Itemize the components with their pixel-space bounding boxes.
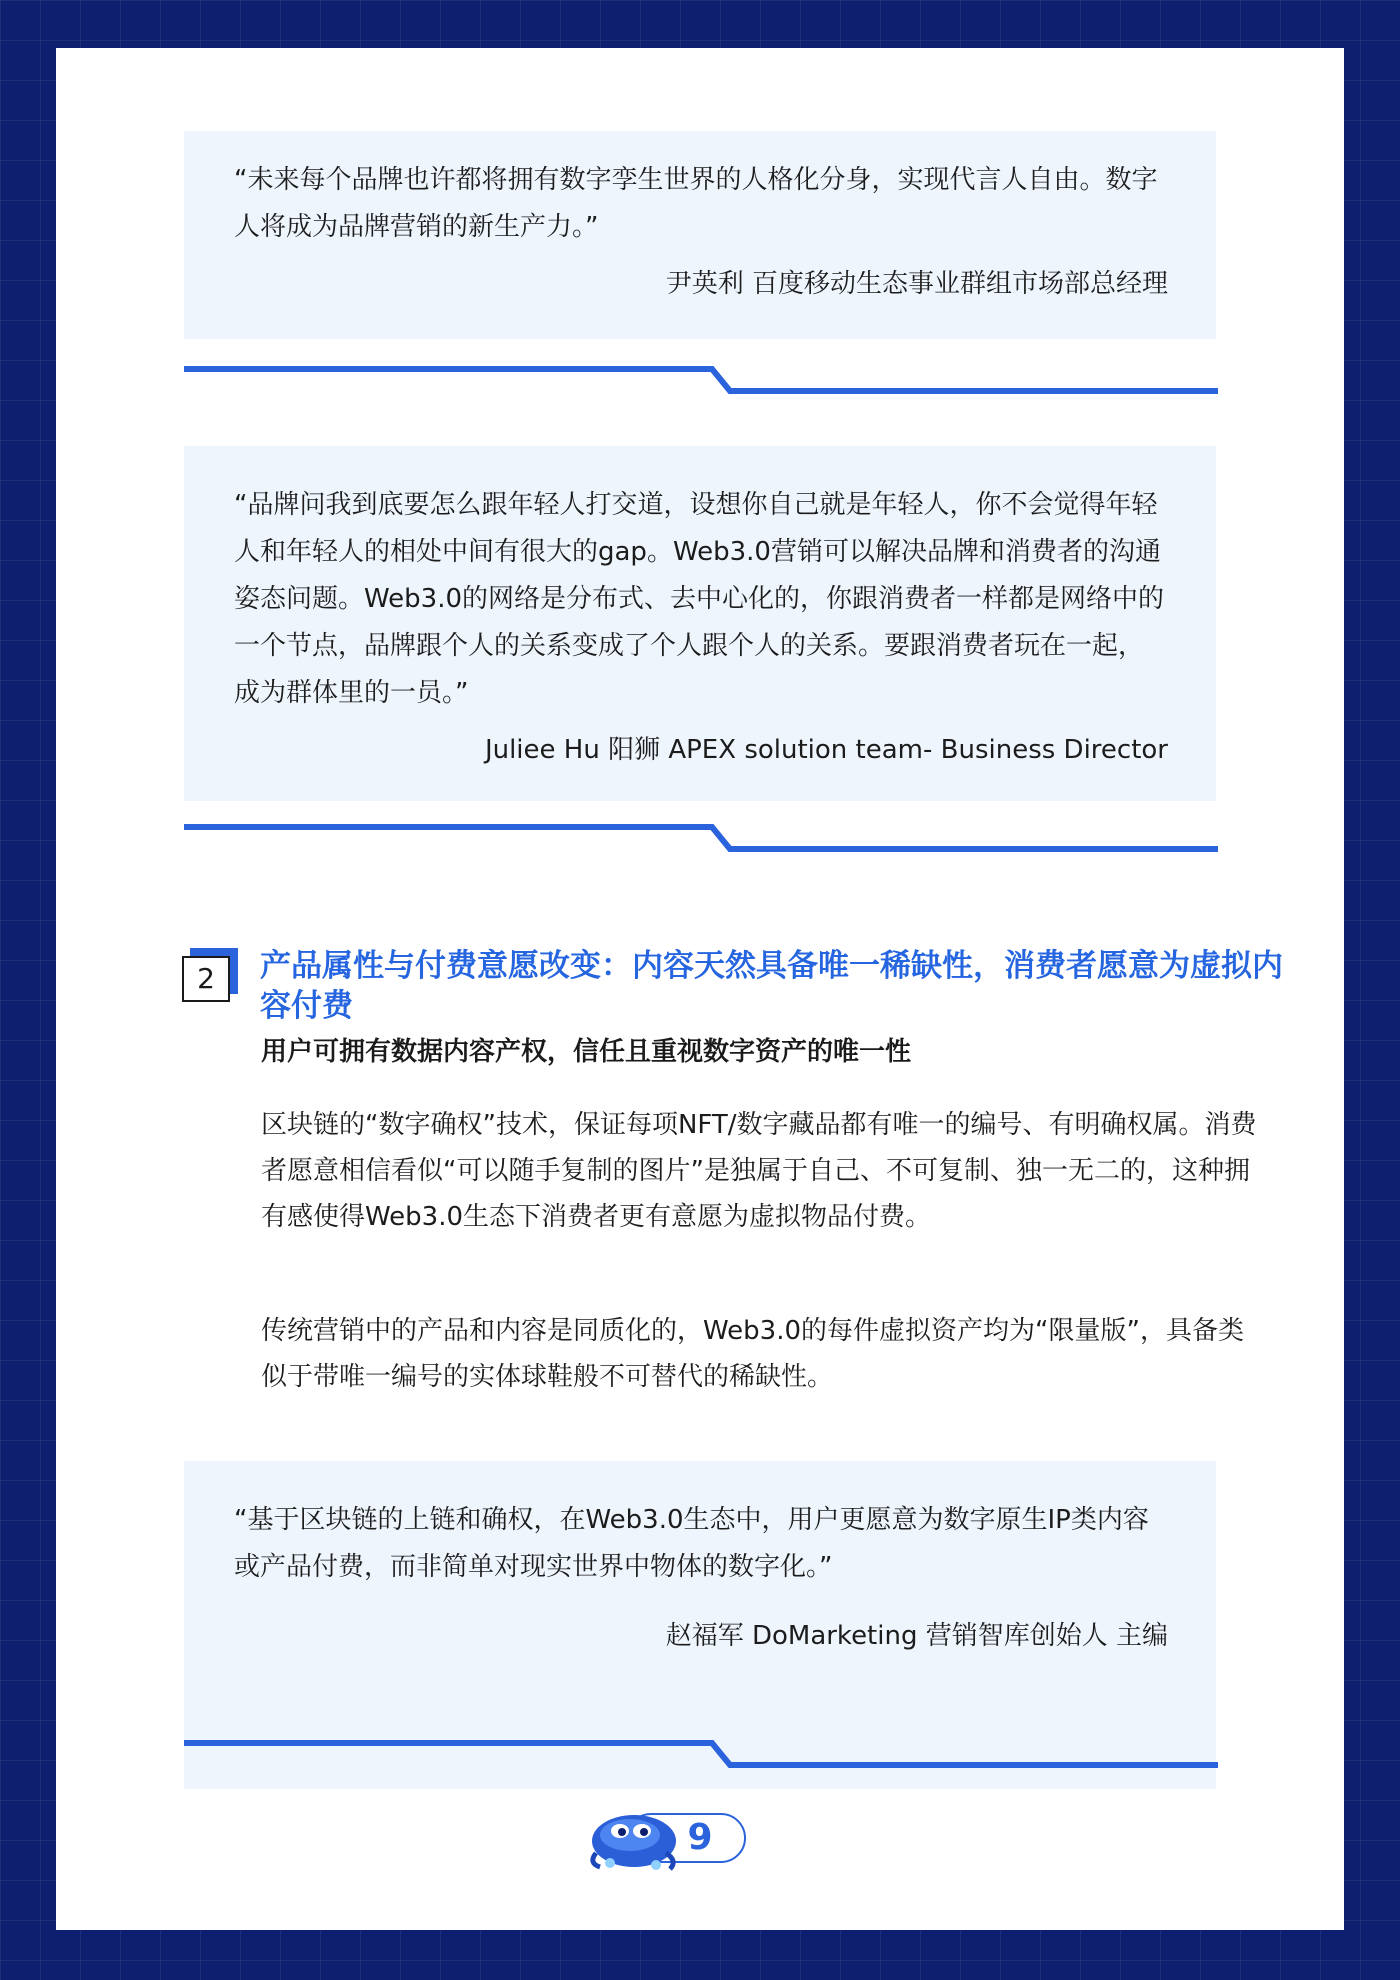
quote-box-1 <box>184 131 1216 339</box>
quote-text: “品牌问我到底要怎么跟年轻人打交道，设想你自己就是年轻人，你不会觉得年轻人和年轻人的相处中间有很大的gap。Web3.0营销可以解决品牌和消费者的沟通姿态问题。Web3.0的网络是分布式、去中心化的，你跟消费者一样都是网络中的一个节点，品牌跟个人的关系变成了个人跟个人的关系。要跟消费者玩在一起，成为群体里的一员。” <box>234 490 1165 708</box>
quote-divider-line <box>184 822 1218 854</box>
body-paragraph: 区块链的“数字确权”技术，保证每项NFT/数字藏品都有唯一的编号、有明确权属。消费者愿意相信看似“可以随手复制的图片”是独属于自己、不可复制、独一无二的，这种拥有感使得Web3.0生态下消费者更有意愿为虚拟物品付费。 <box>261 1110 1257 1232</box>
section-number: 2 <box>182 956 230 1002</box>
quote-author: Juliee Hu 阳狮 APEX solution team- Business Director <box>484 735 1168 765</box>
section-title: 产品属性与付费意愿改变：内容天然具备唯一稀缺性，消费者愿意为虚拟内容付费 <box>260 948 1283 1024</box>
quote-divider-line <box>184 364 1218 396</box>
quote-author: 尹英利 百度移动生态事业群组市场部总经理 <box>665 269 1168 299</box>
body-paragraph: 传统营销中的产品和内容是同质化的，Web3.0的每件虚拟资产均为“限量版”，具备类似于带唯一编号的实体球鞋般不可替代的稀缺性。 <box>261 1316 1244 1392</box>
quote-text: “未来每个品牌也许都将拥有数字孪生世界的人格化分身，实现代言人自由。数字人将成为品牌营销的新生产力。” <box>234 165 1158 242</box>
page-number: 9 <box>687 1817 713 1858</box>
blue-robot-mascot-icon <box>586 1803 682 1875</box>
quote-box-2 <box>184 446 1216 801</box>
quote-divider-line <box>184 1738 1218 1770</box>
document-page <box>56 48 1344 1930</box>
quote-text: “基于区块链的上链和确权，在Web3.0生态中，用户更愿意为数字原生IP类内容或产品付费，而非简单对现实世界中物体的数字化。” <box>234 1505 1149 1582</box>
page-number-badge <box>586 1803 766 1875</box>
quote-author: 赵福军 DoMarketing 营销智库创始人 主编 <box>665 1621 1168 1651</box>
section-subtitle: 用户可拥有数据内容产权，信任且重视数字资产的唯一性 <box>261 1037 912 1067</box>
